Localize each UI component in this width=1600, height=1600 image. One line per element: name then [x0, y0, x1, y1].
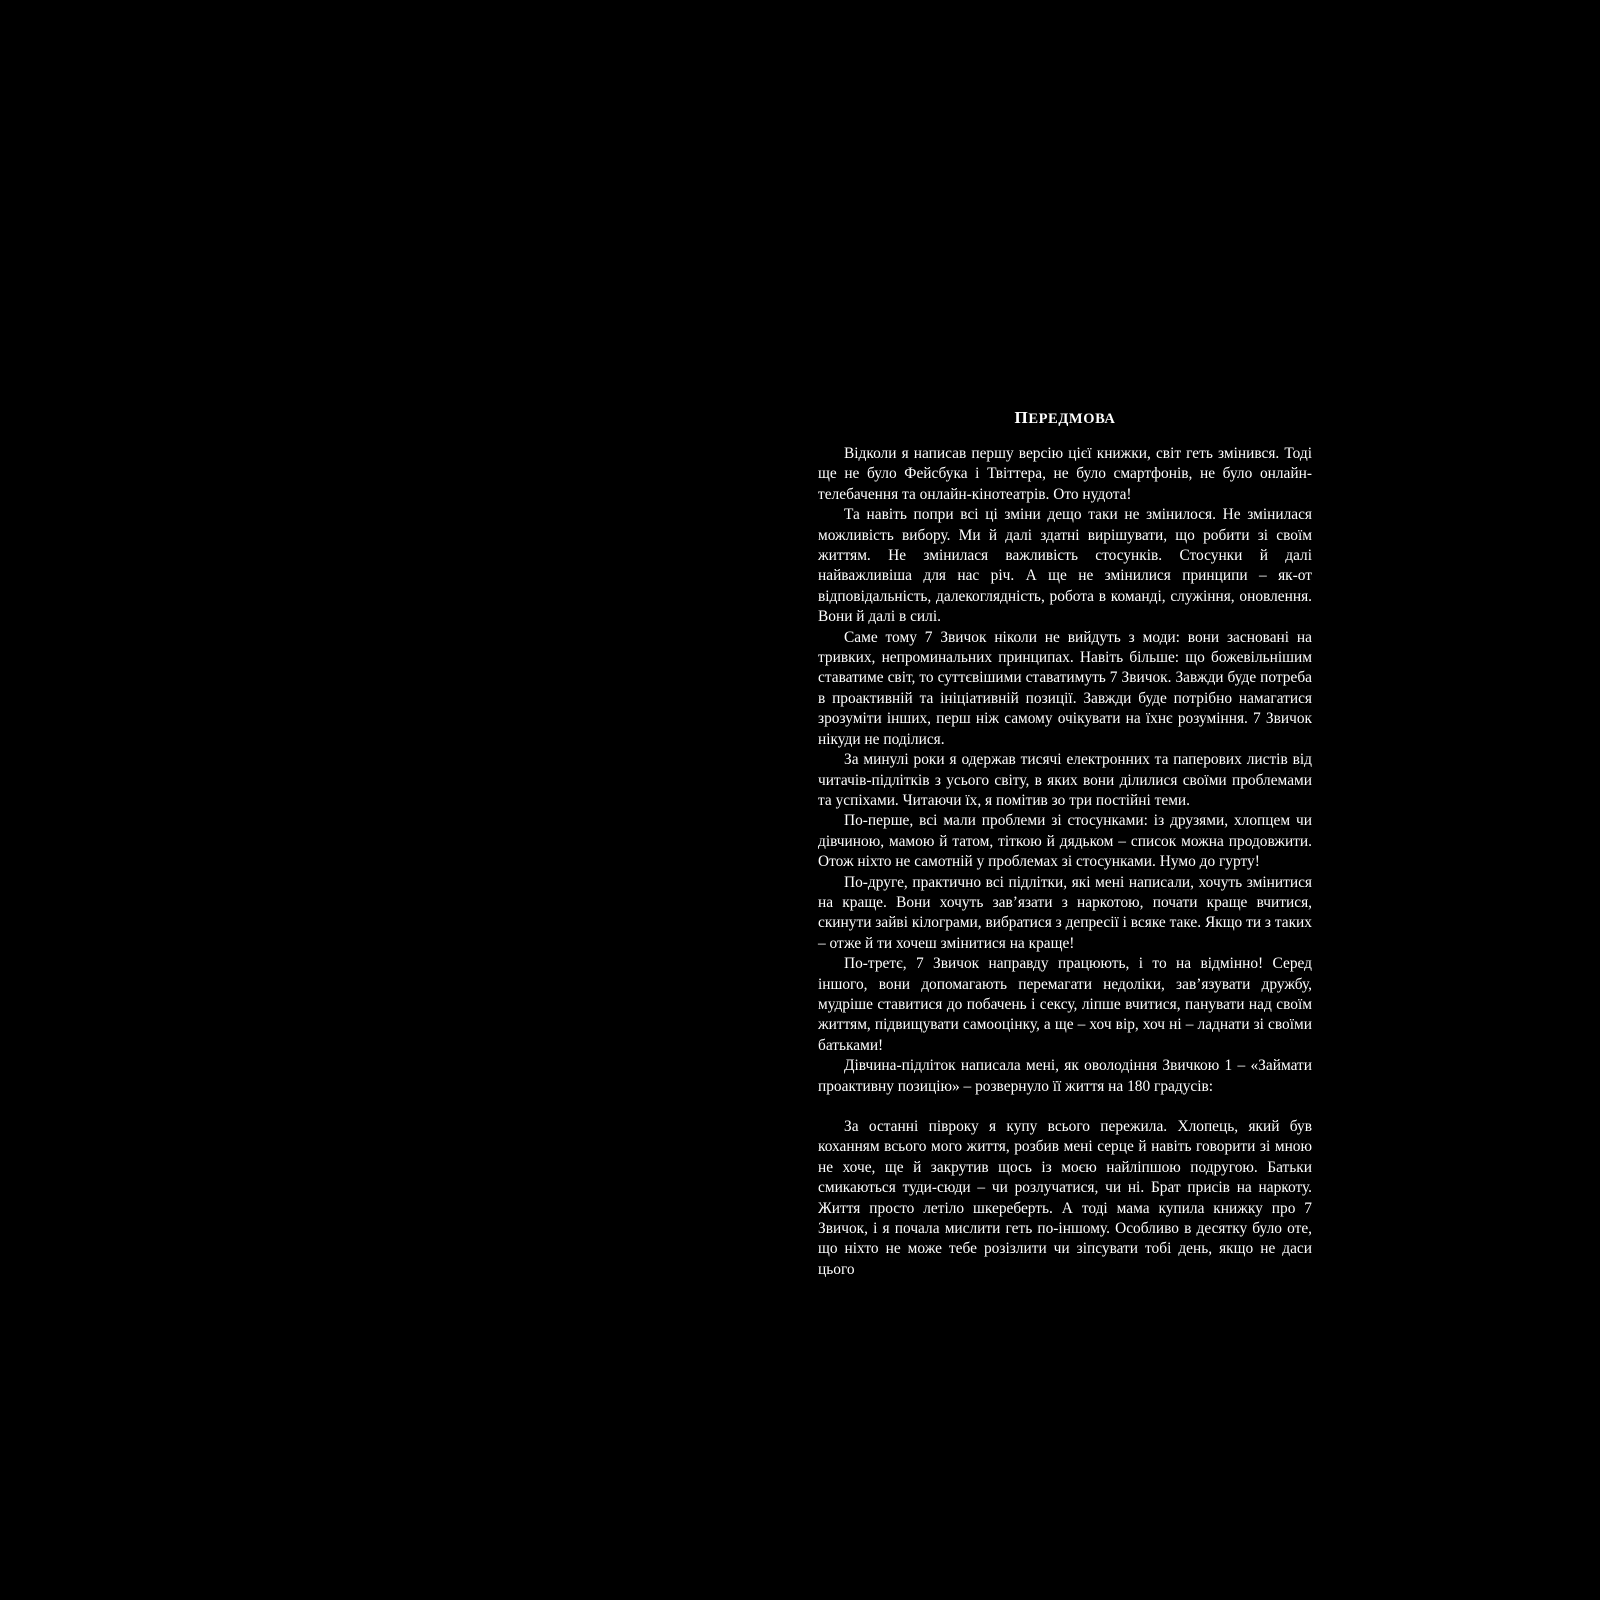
page-title-initial: П: [1014, 408, 1029, 427]
paragraph-6: По-друге, практично всі підлітки, які мені написали, хочуть змінитися на краще. Вони хочуть зав’язати з наркотою, почати краще вчитися, скинути зайві кілограми, вибратися з депресії і всяке таке. Якщо ти з таких – отже й ти хочеш змінитися на краще!: [818, 873, 1312, 952]
text-column: [818, 408, 1312, 1280]
page-title: [818, 408, 1312, 428]
paragraph-5: По-перше, всі мали проблеми зі стосунками: із друзями, хлопцем чи дівчиною, мамою й татом, тіткою й дядьком – список можна продовжити. Отож ніхто не самотній у проблемах зі стосунками. Нумо до гурту!: [818, 812, 1312, 871]
paragraph-2: Та навіть попри всі ці зміни дещо таки не змінилося. Не змінилася можливість вибору. Ми й далі здатні вирішувати, що робити зі своїм життям. Не змінилася важливість стосунків. Стосунки й далі найважливіша для нас річ. А ще не змінилися принципи – як-от відповідальність, далекоглядність, робота в команді, служіння, оновлення. Вони й далі в силі.: [818, 506, 1312, 626]
paragraph-7: По-третє, 7 Звичок направду працюють, і то на відмінно! Серед іншого, вони допомагають перемагати недоліки, зав’язувати дружбу, мудріше ставитися до побачень і сексу, ліпше вчитися, панувати над своїм життям, підвищувати самооцінку, а ще – хоч вір, хоч ні – ладнати зі своїми батьками!: [818, 955, 1312, 1054]
paragraph-3: Саме тому 7 Звичок ніколи не вийдуть з моди: вони засновані на тривких, непроминальних принципах. Навіть більше: що божевільнішим ставатиме світ, то суттєвішими ставатимуть 7 Звичок. Завжди буде потреба в проактивній та ініціативній позиції. Завжди буде потрібно намагатися зрозуміти інших, перш ніж самому очікувати на їхнє розуміння. 7 Звичок нікуди не поділися.: [818, 628, 1312, 748]
page-title-rest: ЕРЕДМОВА: [1028, 411, 1116, 427]
paragraph-8: Дівчина-підліток написала мені, як оволодіння Звичкою 1 – «Займати проактивну позицію» – розвернуло її життя на 180 градусів:: [818, 1057, 1312, 1095]
paragraph-4: За минулі роки я одержав тисячі електронних та паперових листів від читачів-підлітків з усього світу, в яких вони ділилися своїми проблемами та успіхами. Читаючи їх, я помітив зо три постійні теми.: [818, 751, 1312, 809]
testimonial-quote: За останні півроку я купу всього пережила. Хлопець, який був коханням всього мого життя, розбив мені серце й навіть говорити зі мною не хоче, ще й закрутив щось із моєю найліпшою подругою. Батьки смикаються туди-сюди – чи розлучатися, чи ні. Брат присів на наркоту. Життя просто летіло шкереберть. А тоді мама купила книжку про 7 Звичок, і я почала мислити геть по-іншому. Особливо в десятку було оте, що ніхто не може тебе розізлити чи зіпсувати тобі день, якщо не даси цього: [818, 1118, 1312, 1278]
paragraph-1: Відколи я написав першу версію цієї книжки, світ геть змінився. Тоді ще не було Фейсбука і Твіттера, не було смартфонів, не було онлайн-телебачення та онлайн-кінотеатрів. Ото нудота!: [818, 445, 1312, 503]
